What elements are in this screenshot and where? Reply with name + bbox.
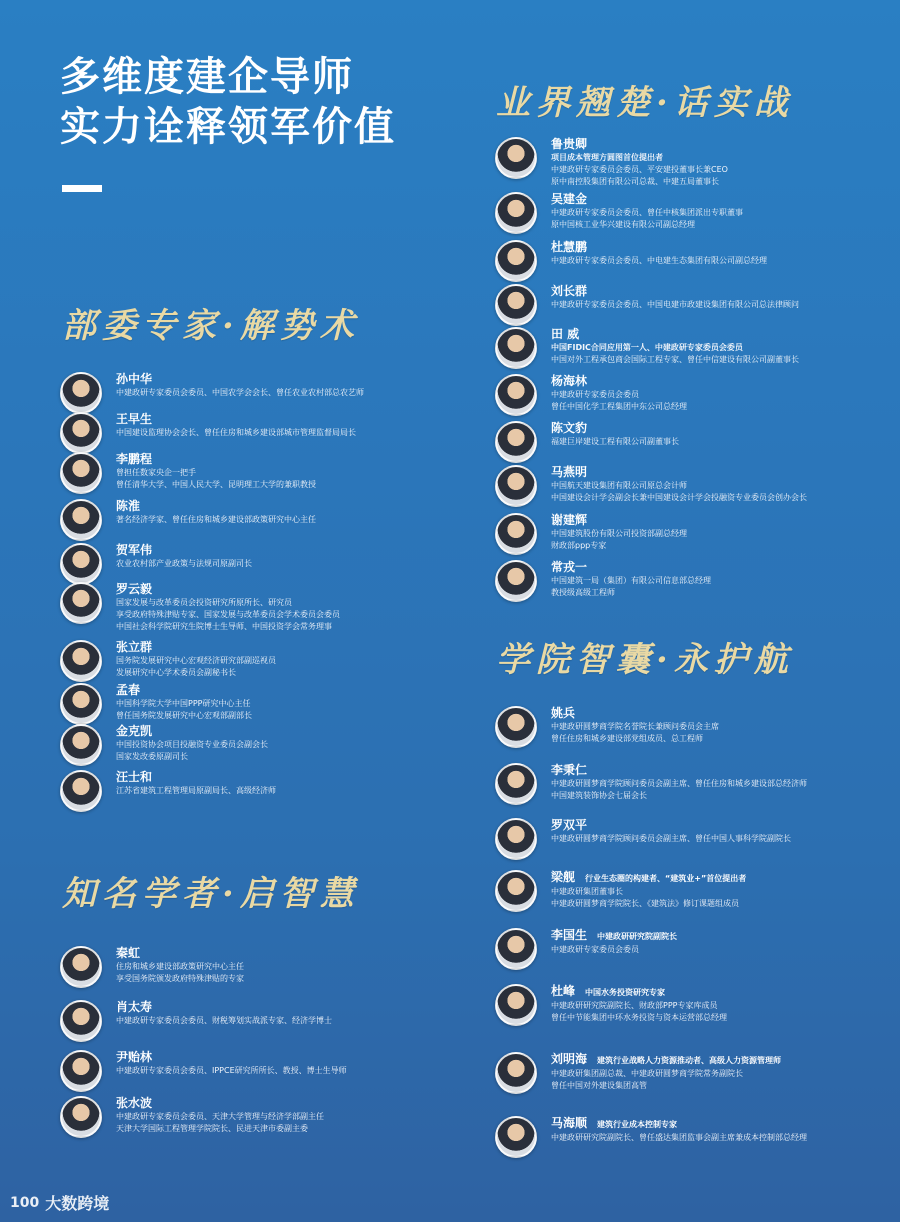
expert-description: 曾任国务院发展研究中心宏观部副部长 <box>116 711 252 720</box>
expert-name <box>551 421 679 436</box>
expert-name <box>116 1000 332 1015</box>
expert-description: 中建政研专家委员会委员 <box>551 390 639 399</box>
expert-description: 著名经济学家、曾任住房和城乡建设部政策研究中心主任 <box>116 515 316 524</box>
expert-description: 中建政研专家委员会委员、中国农学会会长、曾任农业农村部总农艺师 <box>116 388 364 397</box>
section-title-industry: 业界翘楚·话实战 <box>496 83 794 123</box>
expert-info <box>116 543 252 570</box>
expert-info <box>551 763 807 802</box>
expert-description: 中建政研专家委员会委员、IPPCE研究所所长、教授、博士生导师 <box>116 1066 347 1075</box>
expert-name <box>551 137 728 152</box>
expert-name-text: 谢建辉 <box>551 513 588 527</box>
expert-entry <box>495 284 799 326</box>
expert-description: 住房和城乡建设部政策研究中心主任 <box>116 962 244 971</box>
expert-description: 中建政研圆梦商学院顾问委员会副主席、曾任住房和城乡建设部总经济师 <box>551 779 807 788</box>
expert-info <box>116 640 276 679</box>
footer-logo <box>10 1191 109 1214</box>
expert-name <box>551 706 719 721</box>
expert-info <box>551 706 719 745</box>
expert-info <box>551 818 791 845</box>
expert-name-text: 杜慧鹏 <box>551 240 588 254</box>
expert-name <box>116 412 356 427</box>
expert-description: 中国建设会计学会副会长兼中国建设会计学会投融资专业委员会创办会长 <box>551 493 807 502</box>
expert-description: 曾任住房和城乡建设部党组成员、总工程师 <box>551 734 703 743</box>
expert-name-text: 杨海林 <box>551 374 588 388</box>
expert-description: 中国投资协会项目投融资专业委员会副会长 <box>116 740 268 749</box>
expert-name <box>551 1052 781 1068</box>
expert-name-text: 尹贻林 <box>116 1050 153 1064</box>
expert-name-text: 李国生 <box>551 928 588 942</box>
expert-name-text: 田 威 <box>551 327 580 341</box>
expert-name-text: 孟春 <box>116 683 141 697</box>
expert-info <box>551 240 767 267</box>
expert-description: 中国建筑一局（集团）有限公司信息部总经理 <box>551 576 711 585</box>
expert-entry <box>495 1116 807 1158</box>
avatar <box>60 1096 102 1138</box>
expert-tagline: 中建政研研究院副院长 <box>597 932 678 941</box>
expert-description: 中建政研研究院副院长、曾任盛达集团监事会副主席兼成本控制部总经理 <box>551 1133 807 1142</box>
expert-description: 中建政研专家委员会委员、中电建生态集团有限公司副总经理 <box>551 256 767 265</box>
expert-info <box>551 137 728 188</box>
expert-info <box>116 372 364 399</box>
expert-info <box>551 560 711 599</box>
expert-description: 中国FIDIC合同应用第一人、中建政研专家委员会委员 <box>551 343 743 352</box>
expert-name-text: 鲁贵卿 <box>551 137 588 151</box>
expert-description: 中建政研圆梦商学院顾问委员会副主席、曾任中国人事科学院副院长 <box>551 834 791 843</box>
section-title-scholars: 知名学者·启智慧 <box>62 874 360 914</box>
expert-entry <box>60 770 276 812</box>
avatar <box>495 327 537 369</box>
page-title <box>60 52 396 152</box>
expert-entry <box>495 706 719 748</box>
avatar <box>495 984 537 1026</box>
avatar <box>60 412 102 454</box>
expert-name-text: 王早生 <box>116 412 153 426</box>
expert-name <box>116 582 340 597</box>
expert-tagline: 行业生态圈的构建者、“建筑业+”首位提出者 <box>585 874 747 883</box>
expert-name-text: 贺军伟 <box>116 543 153 557</box>
expert-entry <box>495 870 746 912</box>
expert-entry <box>60 1096 324 1138</box>
expert-entry <box>60 499 316 541</box>
expert-info <box>116 683 252 722</box>
expert-name <box>116 1050 347 1065</box>
expert-description: 中建政研集团董事长 <box>551 887 623 896</box>
expert-name-text: 李秉仁 <box>551 763 588 777</box>
avatar <box>60 499 102 541</box>
expert-info <box>551 984 727 1024</box>
expert-description: 中国航天建设集团有限公司原总会计师 <box>551 481 687 490</box>
expert-description: 江苏省建筑工程管理局原副局长、高级经济师 <box>116 786 276 795</box>
expert-entry <box>495 240 767 282</box>
expert-name-text: 汪士和 <box>116 770 153 784</box>
expert-name <box>116 640 276 655</box>
expert-description: 福建巨岸建设工程有限公司副董事长 <box>551 437 679 446</box>
expert-name <box>551 560 711 575</box>
expert-info <box>116 770 276 797</box>
expert-name-text: 罗双平 <box>551 818 588 832</box>
expert-name <box>116 452 316 467</box>
expert-name <box>116 770 276 785</box>
avatar <box>495 421 537 463</box>
avatar <box>60 543 102 585</box>
expert-entry <box>60 1050 347 1092</box>
avatar <box>60 452 102 494</box>
expert-name-text: 杜峰 <box>551 984 576 998</box>
expert-description: 中建政研专家委员会委员、财税筹划实战派专家、经济学博士 <box>116 1016 332 1025</box>
expert-info <box>116 582 340 633</box>
expert-entry <box>495 1052 781 1094</box>
expert-info <box>551 465 807 504</box>
expert-name-text: 肖太寿 <box>116 1000 153 1014</box>
expert-entry <box>495 192 743 234</box>
avatar <box>495 240 537 282</box>
expert-name-text: 罗云毅 <box>116 582 153 596</box>
expert-info <box>551 192 743 231</box>
avatar <box>495 1116 537 1158</box>
expert-description: 项目成本管理方圆图首位提出者 <box>551 153 663 162</box>
expert-name <box>551 513 687 528</box>
avatar <box>495 928 537 970</box>
expert-name-text: 金克凯 <box>116 724 153 738</box>
expert-entry <box>60 640 276 682</box>
expert-info <box>551 374 687 413</box>
expert-description: 财政部ppp专家 <box>551 541 607 550</box>
avatar <box>495 192 537 234</box>
expert-name-text: 陈文豹 <box>551 421 588 435</box>
expert-info <box>551 284 799 311</box>
expert-name-text: 姚兵 <box>551 706 576 720</box>
expert-info <box>551 928 677 956</box>
expert-description: 中建政研集团副总裁、中建政研圆梦商学院常务副院长 <box>551 1069 743 1078</box>
expert-description: 享受政府特殊津贴专家、国家发展与改革委员会学术委员会委员 <box>116 610 340 619</box>
expert-entry <box>60 1000 332 1042</box>
expert-entry <box>60 946 244 988</box>
expert-description: 曾担任数家央企一把手 <box>116 468 196 477</box>
expert-name-text: 李鹏程 <box>116 452 153 466</box>
expert-name <box>116 499 316 514</box>
expert-description: 中建政研圆梦商学院名誉院长兼顾问委员会主席 <box>551 722 719 731</box>
expert-info <box>116 499 316 526</box>
expert-entry <box>495 465 807 507</box>
expert-description: 享受国务院颁发政府特殊津贴的专家 <box>116 974 244 983</box>
avatar <box>495 465 537 507</box>
avatar <box>60 724 102 766</box>
expert-entry <box>495 137 728 188</box>
expert-name-text: 马海顺 <box>551 1116 588 1130</box>
expert-name-text: 吴建金 <box>551 192 588 206</box>
expert-description: 曾任中国对外建设集团高管 <box>551 1081 647 1090</box>
expert-entry <box>495 560 711 602</box>
expert-name-text: 陈淮 <box>116 499 141 513</box>
expert-description: 中国对外工程承包商会国际工程专家、曾任中信建设有限公司副董事长 <box>551 355 799 364</box>
expert-tagline: 建筑行业成本控制专家 <box>597 1120 678 1129</box>
expert-info <box>551 327 799 366</box>
expert-name <box>551 763 807 778</box>
expert-description: 曾任中国化学工程集团中东公司总经理 <box>551 402 687 411</box>
expert-info <box>116 1000 332 1027</box>
expert-entry <box>60 543 252 585</box>
expert-name <box>551 928 677 944</box>
expert-info <box>551 1052 781 1092</box>
expert-description: 中建政研专家委员会委员、曾任中核集团派出专职董事 <box>551 208 743 217</box>
expert-info <box>551 513 687 552</box>
avatar <box>495 137 537 179</box>
title-underline <box>62 185 102 192</box>
expert-name <box>116 372 364 387</box>
expert-description: 原中国核工业华兴建设有限公司副总经理 <box>551 220 695 229</box>
expert-name <box>551 818 791 833</box>
expert-description: 曾任中节能集团中环水务投资与资本运营部总经理 <box>551 1013 727 1022</box>
expert-description: 中国建筑股份有限公司投资部副总经理 <box>551 529 687 538</box>
expert-entry <box>60 582 340 633</box>
expert-entry <box>60 724 268 766</box>
expert-description: 中建政研专家委员会委员、中国电建市政建设集团有限公司总法律顾问 <box>551 300 799 309</box>
avatar <box>60 640 102 682</box>
expert-name <box>551 870 746 886</box>
expert-name-text: 张水波 <box>116 1096 153 1110</box>
title-line-1: 多维度建企导师 <box>60 54 354 100</box>
avatar <box>495 374 537 416</box>
avatar <box>60 372 102 414</box>
section-title-academy: 学院智囊·永护航 <box>496 640 794 680</box>
avatar <box>495 560 537 602</box>
expert-entry <box>495 374 687 416</box>
avatar <box>60 770 102 812</box>
expert-info <box>116 724 268 763</box>
expert-name-text: 常戎一 <box>551 560 588 574</box>
expert-entry <box>60 412 356 454</box>
expert-name <box>116 683 252 698</box>
expert-description: 中建政研专家委员会委员、平安建投董事长兼CEO <box>551 165 728 174</box>
expert-description: 中国建筑装饰协会七届会长 <box>551 791 647 800</box>
expert-name-text: 刘明海 <box>551 1052 588 1066</box>
expert-entry <box>495 763 807 805</box>
avatar <box>495 706 537 748</box>
expert-name <box>551 240 767 255</box>
avatar <box>495 763 537 805</box>
expert-name-text: 孙中华 <box>116 372 153 386</box>
expert-description: 国务院发展研究中心宏观经济研究部副巡视员 <box>116 656 276 665</box>
expert-description: 天津大学国际工程管理学院院长、民进天津市委副主委 <box>116 1124 308 1133</box>
expert-entry <box>495 513 687 555</box>
expert-name <box>116 946 244 961</box>
expert-description: 曾任清华大学、中国人民大学、昆明理工大学的兼职教授 <box>116 480 316 489</box>
expert-name <box>116 543 252 558</box>
expert-name <box>551 984 727 1000</box>
avatar <box>60 1000 102 1042</box>
expert-info <box>551 421 679 448</box>
expert-entry <box>495 327 799 369</box>
expert-description: 中建政研圆梦商学院院长、《建筑法》修订课题组成员 <box>551 899 739 908</box>
expert-entry <box>495 928 677 970</box>
expert-name <box>551 465 807 480</box>
expert-description: 教授级高级工程师 <box>551 588 615 597</box>
expert-name-text: 张立群 <box>116 640 153 654</box>
expert-tagline: 建筑行业战略人力资源推动者、高级人力资源管理师 <box>597 1056 782 1065</box>
avatar <box>495 1052 537 1094</box>
expert-name-text: 秦虹 <box>116 946 141 960</box>
expert-name <box>551 192 743 207</box>
expert-description: 国家发展与改革委员会投资研究所原所长、研究员 <box>116 598 292 607</box>
expert-info <box>116 1050 347 1077</box>
avatar <box>495 284 537 326</box>
expert-name-text: 梁舰 <box>551 870 576 884</box>
expert-info <box>551 870 746 910</box>
avatar <box>495 513 537 555</box>
expert-entry <box>60 372 364 414</box>
expert-description: 中建政研专家委员会委员 <box>551 945 639 954</box>
avatar <box>60 582 102 624</box>
expert-name-text: 马燕明 <box>551 465 588 479</box>
section-title-ministry: 部委专家·解势术 <box>62 306 360 346</box>
expert-description: 中国建设监理协会会长、曾任住房和城乡建设部城市管理监督局局长 <box>116 428 356 437</box>
expert-name-text: 刘长群 <box>551 284 588 298</box>
expert-description: 中建政研研究院副院长、财政部PPP专家库成员 <box>551 1001 718 1010</box>
expert-description: 中国科学院大学中国PPP研究中心主任 <box>116 699 251 708</box>
expert-description: 中国社会科学院研究生院博士生导师、中国投资学会常务理事 <box>116 622 332 631</box>
expert-description: 中建政研专家委员会委员、天津大学管理与经济学部副主任 <box>116 1112 324 1121</box>
expert-entry <box>60 452 316 494</box>
expert-name <box>551 284 799 299</box>
expert-info <box>551 1116 807 1144</box>
avatar <box>60 683 102 725</box>
expert-description: 国家发改委原副司长 <box>116 752 188 761</box>
expert-info <box>116 452 316 491</box>
expert-tagline: 中国水务投资研究专家 <box>585 988 666 997</box>
expert-name <box>116 1096 324 1111</box>
avatar <box>495 870 537 912</box>
logo-text: 大数跨境 <box>45 1194 110 1213</box>
expert-entry <box>495 421 679 463</box>
expert-name <box>551 1116 807 1132</box>
avatar <box>60 946 102 988</box>
expert-entry <box>60 683 252 725</box>
expert-info <box>116 1096 324 1135</box>
expert-name <box>551 327 799 342</box>
expert-info <box>116 946 244 985</box>
expert-entry <box>495 984 727 1026</box>
expert-description: 农业农村部产业政策与法规司原副司长 <box>116 559 252 568</box>
expert-info <box>116 412 356 439</box>
expert-description: 发展研究中心学术委员会副秘书长 <box>116 668 236 677</box>
expert-name <box>116 724 268 739</box>
expert-description: 原中南控股集团有限公司总裁、中建五局董事长 <box>551 177 719 186</box>
expert-name <box>551 374 687 389</box>
avatar <box>495 818 537 860</box>
expert-entry <box>495 818 791 860</box>
title-line-2: 实力诠释领军价值 <box>60 104 396 150</box>
avatar <box>60 1050 102 1092</box>
logo-icon: 100 <box>10 1194 40 1211</box>
